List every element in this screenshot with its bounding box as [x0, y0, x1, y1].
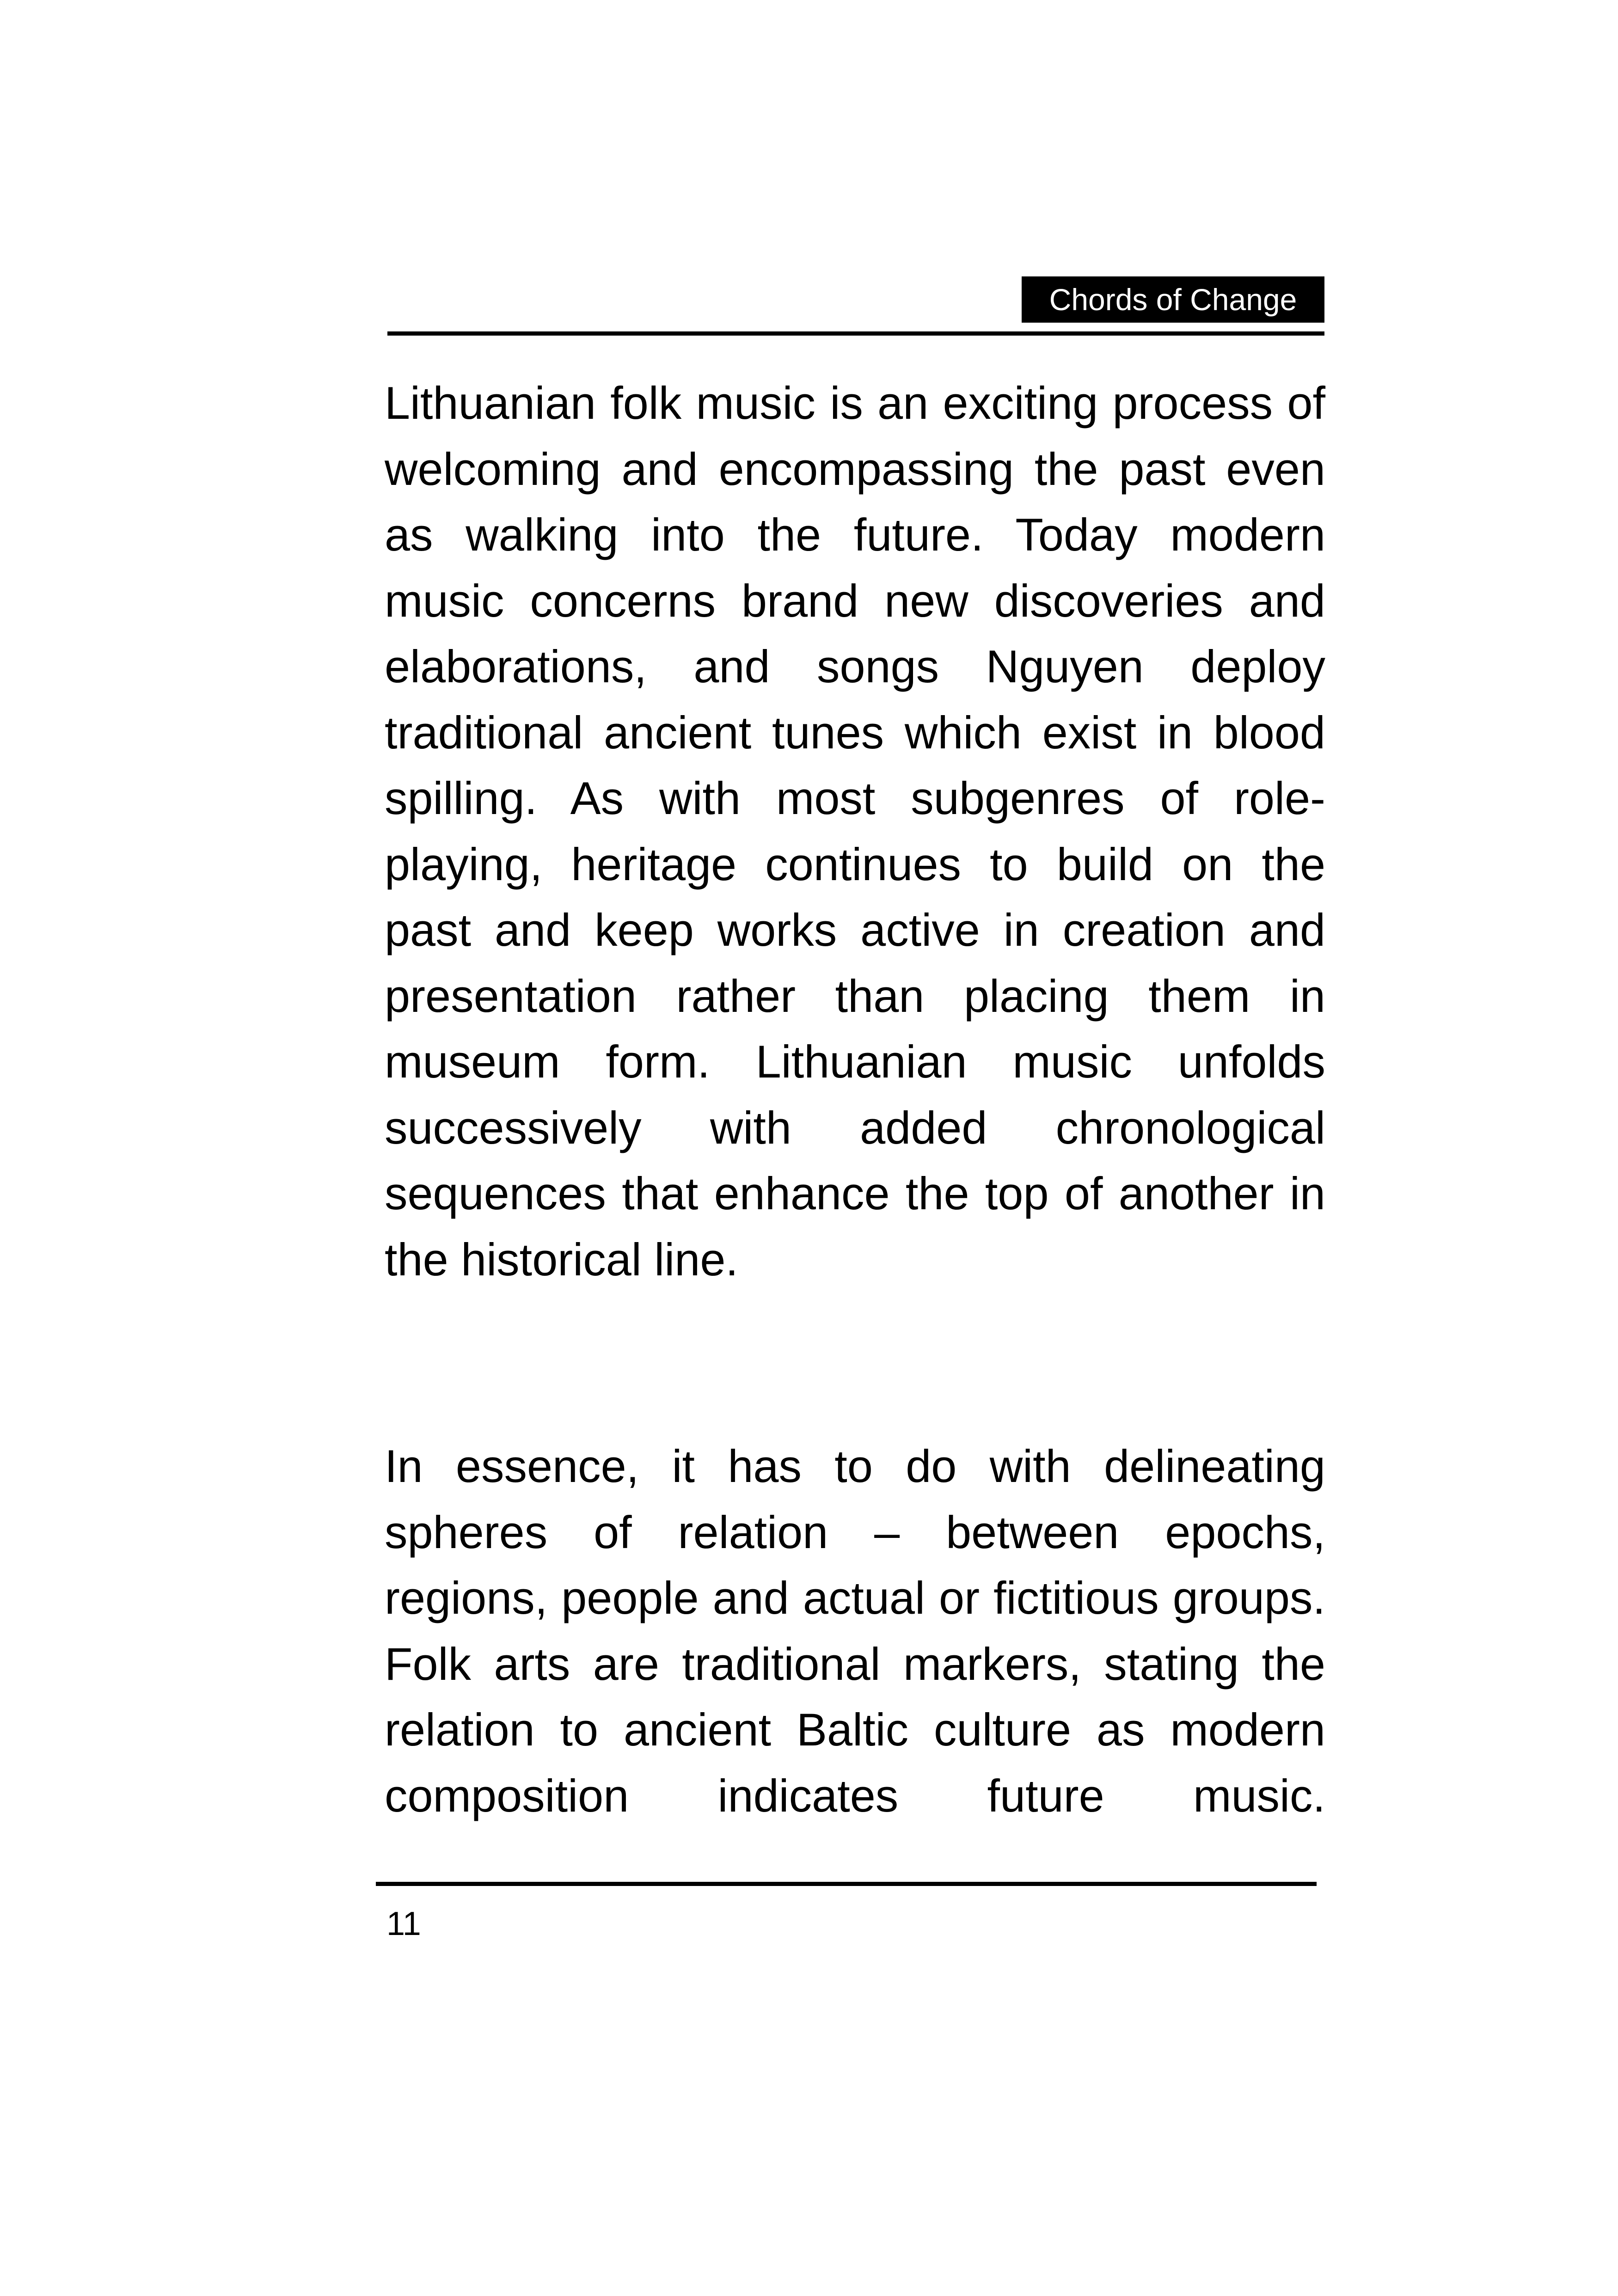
page-number: 11 [386, 1905, 421, 1942]
header-divider [387, 331, 1324, 336]
body-paragraph-2: In essence, it has to do with delineating spheres of relation – between epochs, regions, people and actual or fictitious groups. Folk arts are traditional markers, stating the relation to ancient Baltic culture as modern composition indicates future music. [385, 1440, 1325, 1821]
body-paragraph-1: Lithuanian folk music is an exciting process of welcoming and encompassing the past even as walking into the future. Today modern music concerns brand new discoveries and elaborations, and songs Nguyen deploy traditional ancient tunes which exist in blood spilling. As with most subgenres of role-playing, heritage continues to build on the past and keep works active in creation and presentation rather than placing them in museum form. Lithuanian music unfolds successively with added chronological sequences that enhance the top of another in the historical line. [385, 377, 1325, 1285]
footer-divider [376, 1882, 1317, 1886]
running-header-title: Chords of Change [1022, 276, 1324, 323]
